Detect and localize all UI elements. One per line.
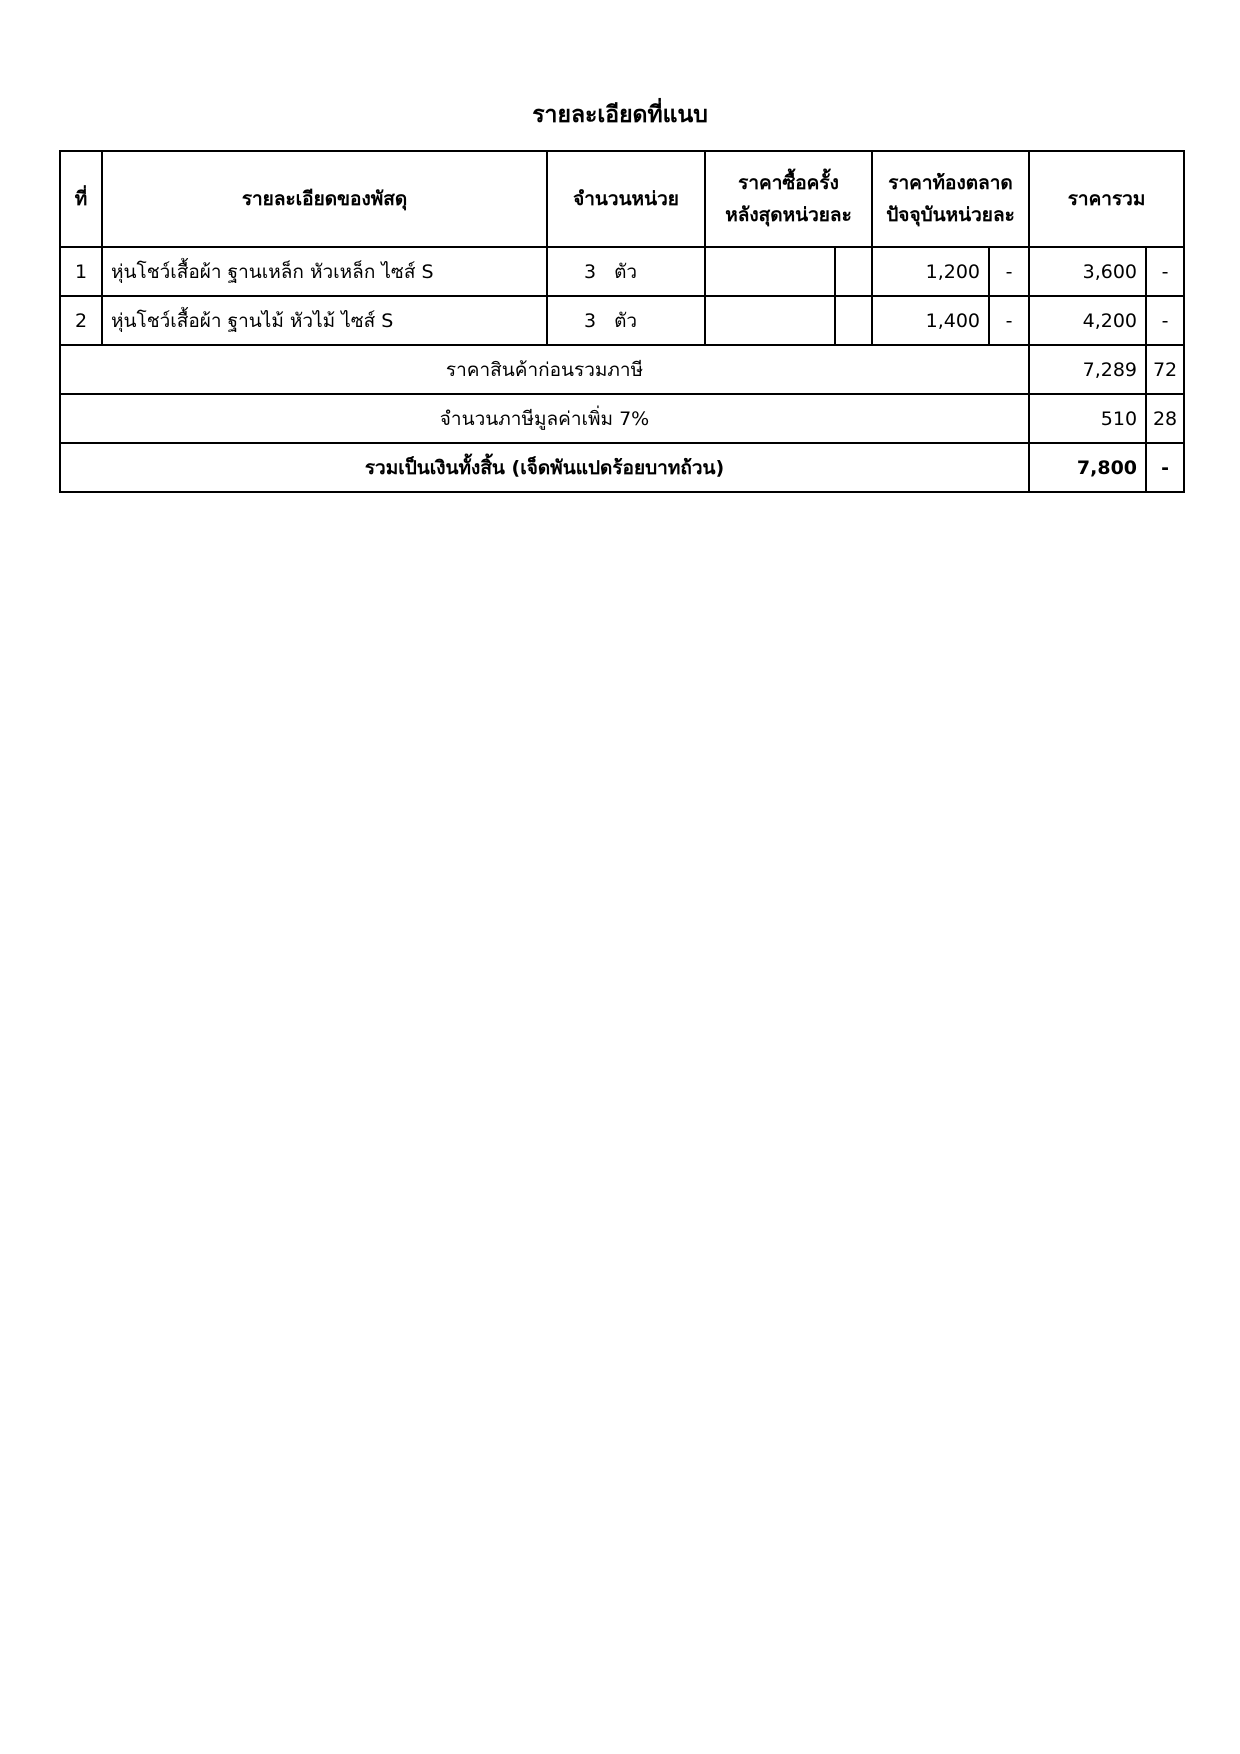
row-market-price-satang: - bbox=[989, 296, 1029, 345]
table-row bbox=[60, 296, 1184, 345]
header-last-purchase-price bbox=[705, 151, 872, 247]
row-total-satang: - bbox=[1146, 247, 1184, 296]
row-market-price-baht: 1,400 bbox=[872, 296, 989, 345]
header-market-price-line1: ราคาท้องตลาด bbox=[888, 172, 1013, 194]
header-market-price bbox=[872, 151, 1029, 247]
row-description: หุ่นโชว์เสื้อผ้า ฐานไม้ หัวไม้ ไซส์ S bbox=[102, 296, 547, 345]
vat-baht: 510 bbox=[1029, 394, 1146, 443]
header-no: ที่ bbox=[60, 151, 102, 247]
subtotal-baht: 7,289 bbox=[1029, 345, 1146, 394]
row-unit: ตัว bbox=[614, 260, 638, 283]
grand-total-satang: - bbox=[1146, 443, 1184, 492]
vat-row bbox=[60, 394, 1184, 443]
vat-satang: 28 bbox=[1146, 394, 1184, 443]
vat-label: จำนวนภาษีมูลค่าเพิ่ม 7% bbox=[60, 394, 1029, 443]
grand-total-row bbox=[60, 443, 1184, 492]
items-table bbox=[59, 150, 1185, 493]
row-total-baht: 4,200 bbox=[1029, 296, 1146, 345]
row-quantity: 3 bbox=[584, 260, 597, 283]
subtotal-label: ราคาสินค้าก่อนรวมภาษี bbox=[60, 345, 1029, 394]
row-quantity-cell bbox=[547, 296, 705, 345]
row-total-baht: 3,600 bbox=[1029, 247, 1146, 296]
header-description: รายละเอียดของพัสดุ bbox=[102, 151, 547, 247]
table-row bbox=[60, 247, 1184, 296]
header-market-price-line2: ปัจจุบันหน่วยละ bbox=[886, 204, 1015, 226]
row-last-price-baht bbox=[705, 296, 835, 345]
grand-total-baht: 7,800 bbox=[1029, 443, 1146, 492]
row-total-satang: - bbox=[1146, 296, 1184, 345]
row-quantity: 3 bbox=[584, 309, 597, 332]
header-total: ราคารวม bbox=[1029, 151, 1184, 247]
page-title: รายละเอียดที่แนบ bbox=[532, 102, 708, 128]
subtotal-satang: 72 bbox=[1146, 345, 1184, 394]
header-last-price-line2: หลังสุดหน่วยละ bbox=[725, 204, 852, 226]
row-no: 2 bbox=[60, 296, 102, 345]
row-market-price-baht: 1,200 bbox=[872, 247, 989, 296]
header-last-price-line1: ราคาซื้อครั้ง bbox=[738, 172, 839, 194]
row-last-price-baht bbox=[705, 247, 835, 296]
header-quantity: จำนวนหน่วย bbox=[547, 151, 705, 247]
grand-total-label: รวมเป็นเงินทั้งสิ้น (เจ็ดพันแปดร้อยบาทถ้วน) bbox=[60, 443, 1029, 492]
row-quantity-cell bbox=[547, 247, 705, 296]
row-market-price-satang: - bbox=[989, 247, 1029, 296]
row-no: 1 bbox=[60, 247, 102, 296]
row-unit: ตัว bbox=[614, 309, 638, 332]
subtotal-row bbox=[60, 345, 1184, 394]
row-description: หุ่นโชว์เสื้อผ้า ฐานเหล็ก หัวเหล็ก ไซส์ S bbox=[102, 247, 547, 296]
table-header-row bbox=[60, 151, 1184, 247]
row-last-price-satang bbox=[835, 296, 872, 345]
row-last-price-satang bbox=[835, 247, 872, 296]
